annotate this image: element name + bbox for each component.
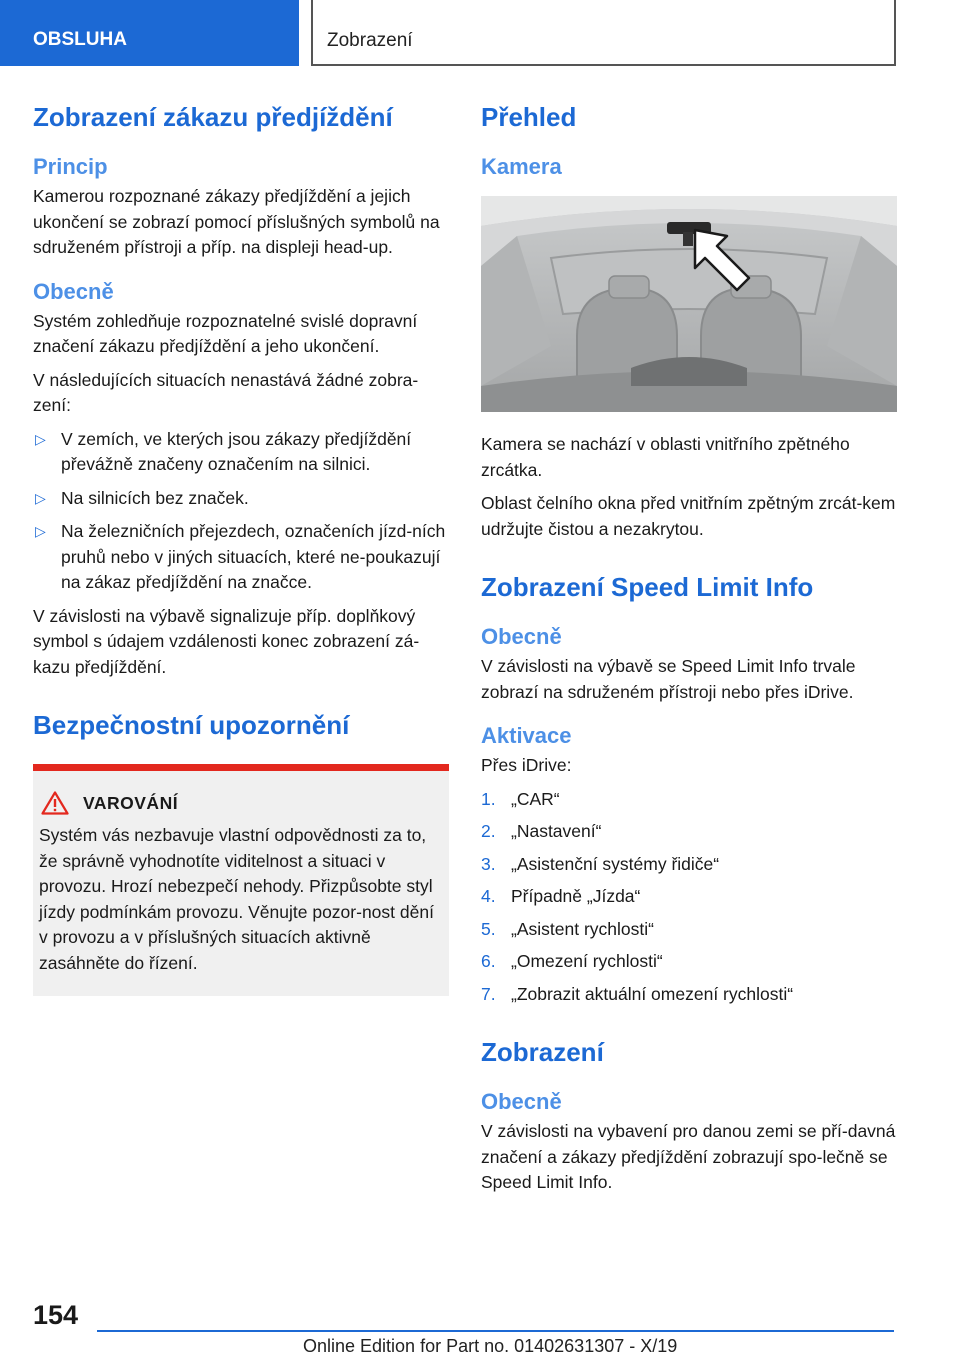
triangle-bullet-icon: ▷: [35, 489, 46, 506]
kamera-text-1: Kamera se nachází v oblasti vnitřního zpětného zrcátka.: [481, 434, 850, 480]
princip-text: Kamerou rozpoznané zákazy předjíždění a jejich ukončení se zobrazí pomocí příslušných symbolů na sdruženém přístroji a příp. na displeji head-up.: [33, 186, 440, 257]
left-column: [33, 100, 449, 996]
obecne-text-2: V následujících situacích nenastává žádné zobra-zení:: [33, 369, 419, 415]
camera-location-image: [481, 196, 897, 412]
section-title-safety: Bezpečnostní upozornění: [33, 710, 350, 740]
subtitle-princip: Princip: [33, 154, 108, 179]
list-item: 6. „Omezení rychlosti“: [481, 951, 663, 971]
section-tab: OBSLUHA: [0, 0, 299, 66]
warning-text: Systém vás nezbavuje vlastní odpovědnosti za to, že správně vyhodnotíte viditelnost a situaci v provozu. Hrozí nebezpečí nehody. Přizpůsobte styl jízdy podmínkám provozu. Věnujte pozor-nost dění v provozu a v příslušných situacích aktivně zasáhněte do řízení.: [39, 825, 434, 973]
obecne-text-1: Systém zohledňuje rozpoznatelné svislé dopravní značení zákazu předjíždění a jeho ukončení.: [33, 310, 418, 356]
page-header: [0, 0, 960, 66]
section-title-display: Zobrazení: [481, 1037, 604, 1067]
list-item: ▷ Na železničních přejezdech, označeních jízd-ních pruhů nebo v jiných situacích, které ne-poukazují na zákaz předjíždění na značce.: [35, 521, 446, 592]
warning-title: VAROVÁNÍ: [83, 792, 179, 813]
section-title-overtaking: Zobrazení zákazu předjíždění: [33, 102, 393, 132]
page-number: 154: [33, 1300, 79, 1330]
list-item: 1. „CAR“: [481, 788, 560, 809]
list-item: 7. „Zobrazit aktuální omezení rychlosti“: [481, 983, 794, 1004]
header-title-box: [311, 0, 896, 66]
subtitle-kamera: Kamera: [481, 154, 562, 179]
kamera-text-2: Oblast čelního okna před vnitřním zpětným zrcát-kem udržujte čistou a nezakrytou.: [481, 493, 896, 539]
list-item: ▷ V zemích, ve kterých jsou zákazy předjíždění převážně značeny označením na silnici.: [35, 428, 412, 474]
exception-list: [33, 427, 449, 596]
footer-divider: [97, 1330, 894, 1332]
section-title-overview: Přehled: [481, 102, 577, 132]
warning-triangle-icon: [41, 791, 69, 815]
activation-steps: [481, 787, 897, 1008]
zobrazeni-obecne-text: V závislosti na vybavení pro danou zemi se pří-davná značení a zákazy předjíždění zobrazují spo-lečně se Speed Limit Info.: [481, 1121, 896, 1192]
subtitle-aktivace: Aktivace: [481, 723, 572, 748]
list-item: 3. „Asistenční systémy řidiče“: [481, 853, 720, 874]
subtitle-zobrazeni-obecne: Obecně: [481, 1089, 562, 1114]
triangle-bullet-icon: ▷: [35, 430, 46, 447]
sli-obecne-text: V závislosti na výbavě se Speed Limit Info trvale zobrazí na sdruženém přístroji nebo přes iDrive.: [481, 656, 856, 702]
list-item: 4. Případně „Jízda“: [481, 886, 641, 906]
obecne-text-3: V závislosti na výbavě signalizuje příp. doplňkový symbol s údajem vzdálenosti konec zobrazení zá-kazu předjíždění.: [33, 605, 420, 677]
header-title: Zobrazení: [327, 30, 413, 51]
warning-header: [41, 791, 443, 815]
list-item: 2. „Nastavení“: [481, 821, 602, 841]
triangle-bullet-icon: ▷: [35, 523, 46, 539]
footer-edition: Online Edition for Part no. 01402631307 - X/19: [303, 1336, 678, 1356]
section-title-speed-limit: Zobrazení Speed Limit Info: [481, 572, 814, 602]
right-column: [481, 100, 897, 1204]
aktivace-text: Přes iDrive:: [481, 755, 572, 775]
subtitle-sli-obecne: Obecně: [481, 624, 562, 649]
warning-box: [33, 764, 449, 996]
list-item: ▷ Na silnicích bez značek.: [33, 486, 449, 512]
list-item: 5. „Asistent rychlosti“: [481, 918, 654, 939]
subtitle-obecne: Obecně: [33, 278, 114, 304]
